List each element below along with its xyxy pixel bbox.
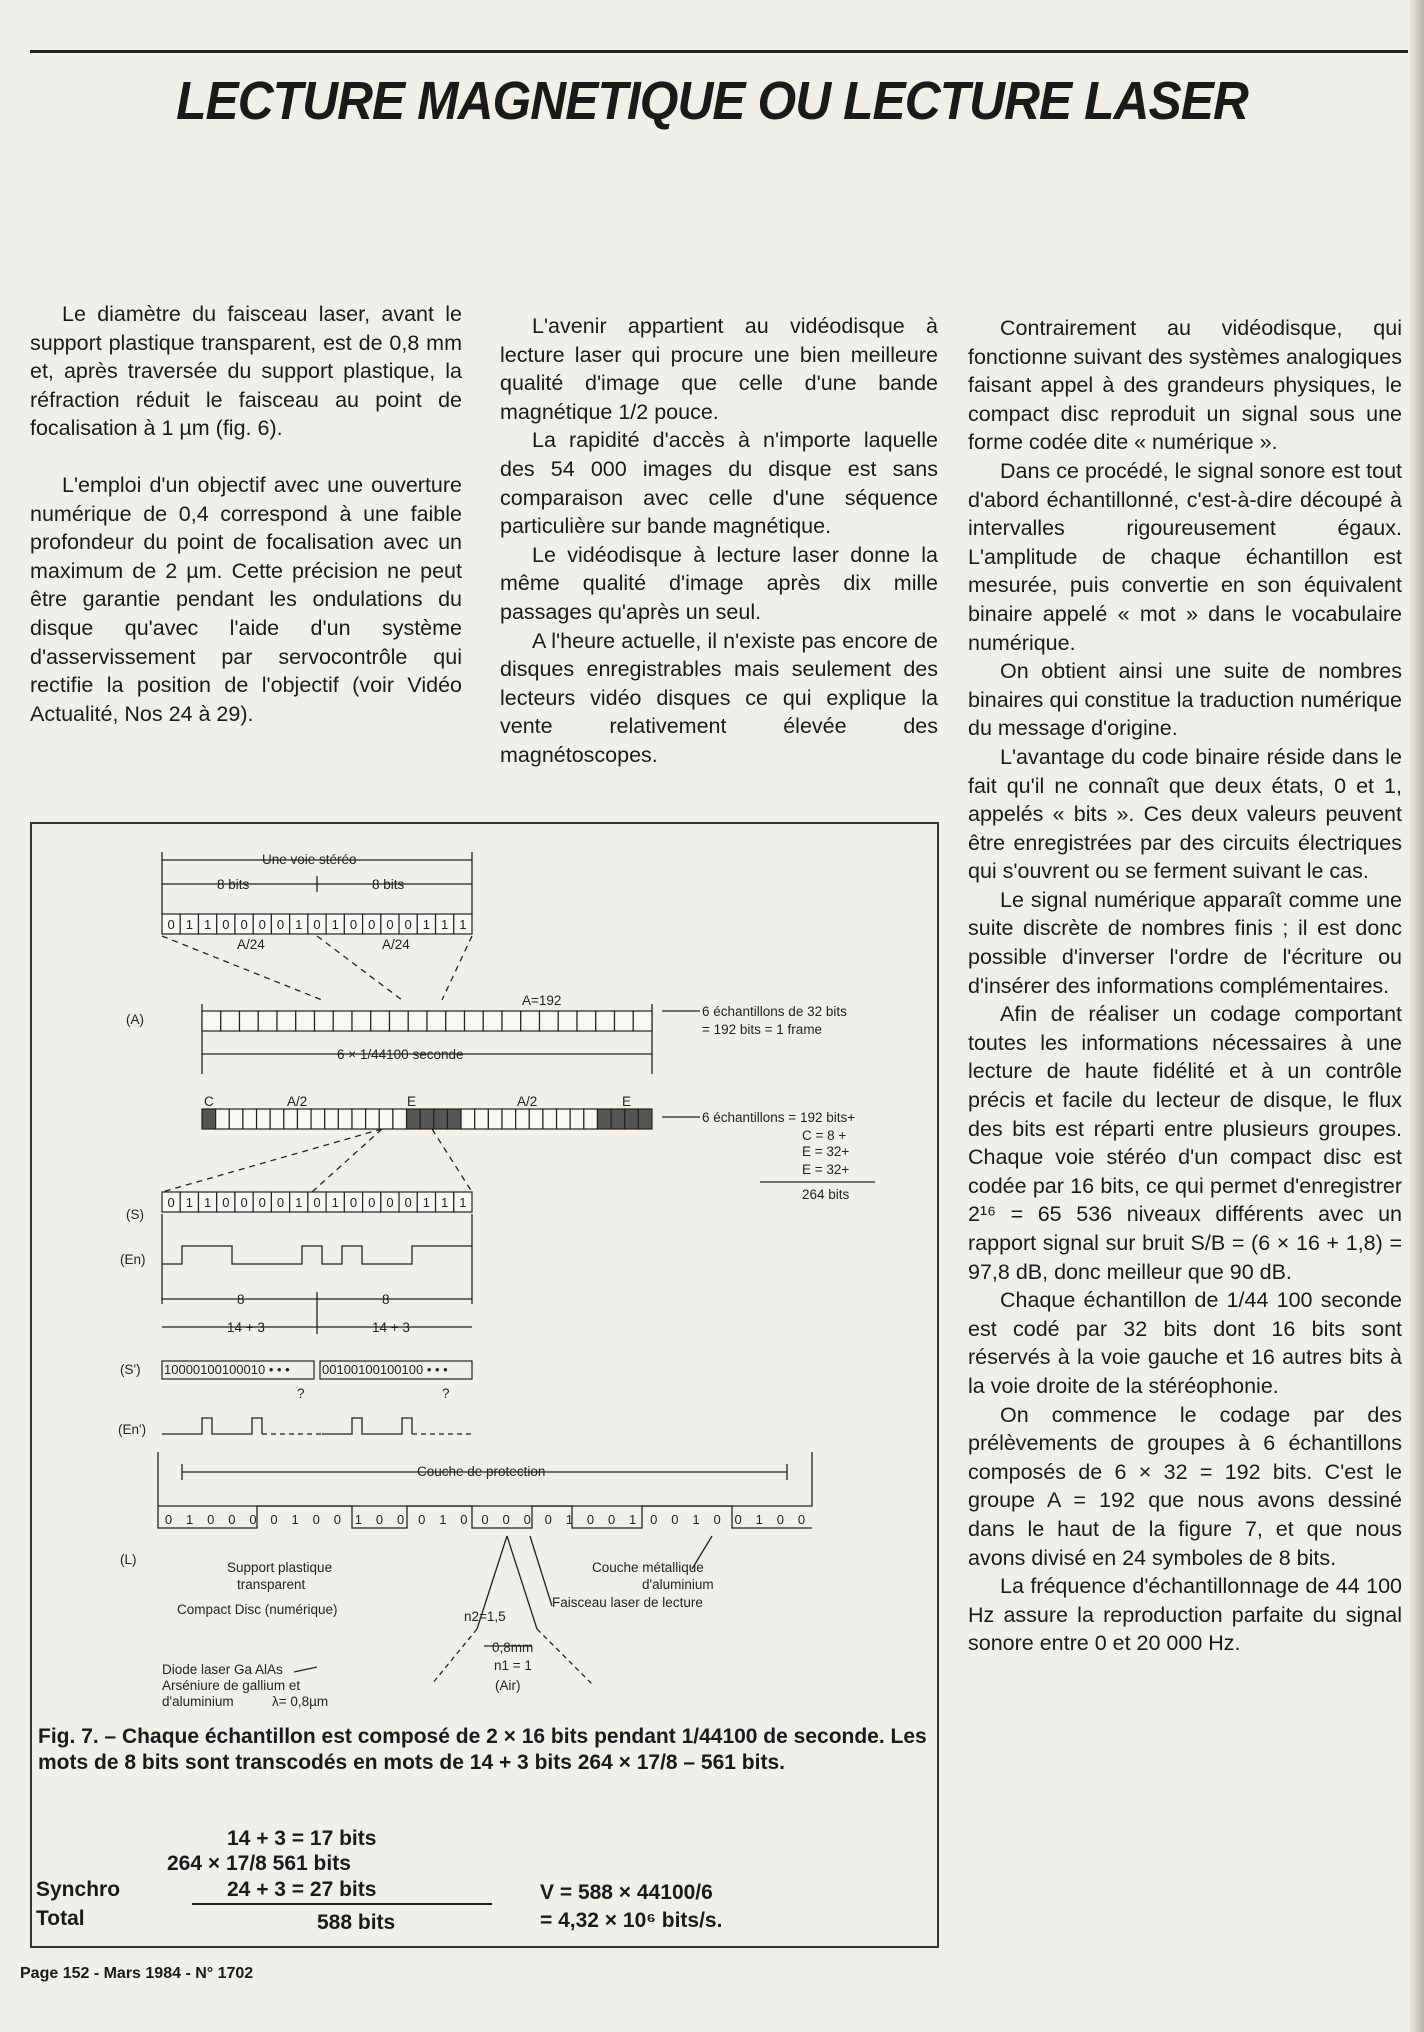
row-label-enp: (En') (118, 1422, 147, 1437)
frame-cell (284, 1109, 298, 1129)
a-cell (202, 1011, 221, 1031)
l-bit: 1 (755, 1512, 763, 1527)
calc-synchro: Synchro (36, 1878, 121, 1901)
column-2 (500, 312, 938, 770)
s-bit-cell-value: 1 (185, 1195, 193, 1210)
l-bit: 0 (713, 1512, 721, 1527)
a-cell (615, 1011, 634, 1031)
s-bit-cell-value: 0 (386, 1195, 394, 1210)
a-cell (390, 1011, 409, 1031)
a-cell (577, 1011, 596, 1031)
label-8bits: 8 bits (372, 877, 405, 892)
label-support1: Support plastique (227, 1560, 333, 1575)
l-bit: 0 (207, 1512, 215, 1527)
a-cell (483, 1011, 502, 1031)
top-rule (30, 50, 1408, 53)
a-cell (540, 1011, 559, 1031)
bit-cell-value: 1 (331, 917, 339, 932)
label-voie: Une voie stéréo (262, 852, 357, 867)
label-ech192: 6 échantillons = 192 bits+ (702, 1110, 856, 1125)
label-diode2: Arséniure de gallium et (162, 1678, 301, 1693)
label-a24: A/24 (382, 937, 410, 952)
frame-cell (229, 1109, 243, 1129)
frame-cell (393, 1109, 407, 1129)
label-a192: A=192 (522, 993, 562, 1008)
figure-calculation (32, 1799, 932, 1939)
frame-cell (366, 1109, 380, 1129)
frame-cell (311, 1109, 325, 1129)
frame-cell (379, 1109, 393, 1129)
calc-v2: = 4,32 × 10⁶ bits/s. (540, 1909, 723, 1932)
a-cell (277, 1011, 296, 1031)
label-metal2: d'aluminium (642, 1577, 714, 1592)
paragraph: Dans ce procédé, le signal sonore est tout d'abord échantillonné, c'est-à-dire découpé à intervalles rigoureusement égaux. L'amplitude de chaque échantillon est mesurée, puis convertie en son équivalent binaire appelé « mot » dans le vocabulaire numérique. (968, 458, 1402, 655)
s-bit-cell-value: 1 (441, 1195, 449, 1210)
label-c8: C = 8 + (802, 1128, 847, 1143)
page-edge-shadow (1410, 0, 1424, 2032)
s-bit-cell-value: 0 (276, 1195, 285, 1210)
paragraph: A l'heure actuelle, il n'existe pas encore de disques enregistrables mais seulement des lecteurs vidéo disques ce qui explique la vente relativement élevée des magnétoscopes. (500, 628, 938, 767)
bit-cell-value: 1 (295, 917, 303, 932)
bit-cell-value: 1 (185, 917, 193, 932)
page-footer: Page 152 - Mars 1984 - N° 1702 (20, 1965, 254, 1982)
label-8: 8 (382, 1292, 390, 1307)
label-q: ? (297, 1386, 305, 1401)
frame-cell (434, 1109, 448, 1129)
s-bit-cell-value: 1 (331, 1195, 339, 1210)
a-cell (296, 1011, 315, 1031)
frame-cell (597, 1109, 611, 1129)
frame-cell (488, 1109, 502, 1129)
l-bit: 0 (544, 1512, 552, 1527)
l-bit: 0 (375, 1512, 384, 1527)
frame-cell (352, 1109, 366, 1129)
frame-cell (638, 1109, 652, 1129)
label-e32: E = 32+ (802, 1144, 850, 1159)
label-compact: Compact Disc (numérique) (177, 1602, 338, 1617)
frame-cell (529, 1109, 543, 1129)
column-3 (968, 314, 1402, 1658)
label-q: ? (442, 1386, 450, 1401)
l-bit: 0 (164, 1512, 173, 1527)
label-diode3: d'aluminium (162, 1694, 234, 1709)
paragraph: Afin de réaliser un codage comportant toutes les informations nécessaires à une lecture de haute fidélité et à un contrôle précis et facile du lecteur de disque, le flux des bits est réparti entre plusieurs groupes. Chaque voie stéréo d'un compact disc est codée par 16 bits, ce qui permet d'enregistrer 2¹⁶ = 65 536 niveaux différents avec un rapport signal sur bruit S/B = (6 × 16 + 1,8) = 97,8 dB, donc meilleur que 90 dB. (968, 1002, 1402, 1284)
frame-cell (570, 1109, 584, 1129)
paragraph: Le diamètre du faisceau laser, avant le support plastique transparent, est de 0,8 mm et, après traversée du support plastique, la réfraction réduit le faisceau au point de focalisation à 1 µm (fig. 6). (30, 302, 462, 441)
l-bit: 1 (186, 1512, 194, 1527)
label-c: C (204, 1094, 214, 1109)
calc-line-4: 588 bits (317, 1911, 396, 1934)
a-cell (240, 1011, 259, 1031)
s-bit-cell-value: 0 (349, 1195, 358, 1210)
a-cell (221, 1011, 240, 1031)
bit-cell-value: 1 (422, 917, 431, 932)
l-bit: 0 (797, 1512, 806, 1527)
frame-cell (216, 1109, 230, 1129)
row-label-l: (L) (120, 1552, 137, 1567)
bit-cell-value: 0 (313, 917, 321, 932)
l-bit: 0 (270, 1512, 278, 1527)
label-a24: A/24 (237, 937, 265, 952)
l-bit: 0 (333, 1512, 341, 1527)
l-bit: 0 (502, 1512, 510, 1527)
label-ech32: 6 échantillons de 32 bits (702, 1004, 847, 1019)
label-lambda: λ= 0,8µm (272, 1694, 329, 1709)
s-bit-cell-value: 0 (368, 1195, 376, 1210)
calc-rule (192, 1903, 492, 1905)
l-bit: 0 (249, 1512, 257, 1527)
l-bit: 1 (354, 1512, 363, 1527)
s-bit-cell-value: 1 (203, 1195, 212, 1210)
l-bit: 0 (776, 1512, 784, 1527)
a-cell (371, 1011, 390, 1031)
frame-cell (625, 1109, 639, 1129)
paragraph: On commence le codage par des prélèvements de groupes à 6 échantillons composés de 6 × 32 = 192 bits. C'est le groupe A = 192 que nous avons dessiné dans le haut de la figure 7, et que nous avons divisé en 24 symboles de 8 bits. (968, 1402, 1402, 1570)
page-title: LECTURE MAGNETIQUE OU LECTURE LASER (176, 71, 1248, 131)
label-264: 264 bits (802, 1187, 850, 1202)
a-cell (596, 1011, 615, 1031)
frame-cell (270, 1109, 284, 1129)
s-bit-cell-value: 0 (222, 1195, 230, 1210)
s-bit-cell-value: 0 (167, 1195, 175, 1210)
bit-cell-value: 0 (240, 917, 248, 932)
frame-cell (461, 1109, 475, 1129)
figure-7-diagram (32, 824, 937, 1724)
a-cell (315, 1011, 334, 1031)
paragraph: La rapidité d'accès à n'importe laquelle des 54 000 images du disque est sans comparaison avec celle d'une séquence particulière sur bande magnétique. (500, 428, 938, 539)
frame-cell (257, 1109, 271, 1129)
s-bit-cell-value: 0 (404, 1195, 412, 1210)
bit-cell-value: 0 (349, 917, 358, 932)
frame-cell (543, 1109, 557, 1129)
a-cell (502, 1011, 521, 1031)
frame-cell (338, 1109, 352, 1129)
paragraph: On obtient ainsi une suite de nombres binaires qui constitue la traduction numérique du message d'origine. (968, 659, 1402, 741)
seq-2: 00100100100100 • • • (322, 1362, 448, 1377)
frame-cell (516, 1109, 530, 1129)
l-bit: 0 (312, 1512, 320, 1527)
l-bit: 0 (228, 1512, 236, 1527)
label-metal1: Couche métallique (592, 1560, 704, 1575)
column-1 (30, 300, 462, 728)
frame-cell (297, 1109, 311, 1129)
label-n2: n2=1,5 (464, 1609, 506, 1624)
a-cell (558, 1011, 577, 1031)
s-bit-cell-value: 0 (240, 1195, 248, 1210)
label-e: E (407, 1094, 417, 1109)
bit-cell-value: 1 (459, 917, 467, 932)
bit-cell-value: 0 (258, 917, 266, 932)
s-bit-cell-value: 1 (295, 1195, 303, 1210)
s-bit-cell-value: 0 (258, 1195, 266, 1210)
frame-cell (557, 1109, 571, 1129)
frame-cell (325, 1109, 339, 1129)
frame-cell (447, 1109, 461, 1129)
l-bit: 0 (523, 1512, 531, 1527)
figure-caption: Fig. 7. – Chaque échantillon est composé de 2 × 16 bits pendant 1/44100 de seconde. Les mots de 8 bits sont transcodés en mots de 14 + 3 bits 264 × 17/8 – 561 bits. (38, 1725, 927, 1774)
label-diode1: Diode laser Ga AlAs (162, 1662, 283, 1677)
label-mm: 0,8mm (492, 1640, 534, 1655)
label-support2: transparent (237, 1577, 306, 1592)
label-a2: A/2 (287, 1094, 308, 1109)
label-8bits: 8 bits (217, 877, 250, 892)
frame-cell (502, 1109, 516, 1129)
frame-cell (475, 1109, 489, 1129)
frame-cell (611, 1109, 625, 1129)
a-cell (408, 1011, 427, 1031)
a-cell (465, 1011, 484, 1031)
bit-cell-value: 0 (167, 917, 175, 932)
calc-line-1: 14 + 3 = 17 bits (227, 1827, 377, 1850)
l-bit: 1 (629, 1512, 637, 1527)
frame-cell (243, 1109, 257, 1129)
label-14-3: 14 + 3 (372, 1320, 410, 1335)
bit-cell-value: 0 (404, 917, 412, 932)
paragraph: L'avantage du code binaire réside dans le fait qu'il ne connaît que deux états, 0 et 1, appelés « bits ». Ces deux valeurs peuvent être enregistrées par des circuits électriques qui s'ouvrent ou se ferment suivant le cas. (968, 744, 1402, 884)
l-bit: 1 (692, 1512, 700, 1527)
s-bit-cell-value: 0 (313, 1195, 321, 1210)
bit-cell-value: 0 (368, 917, 376, 932)
bit-cell-value: 1 (441, 917, 449, 932)
frame-cell (407, 1109, 421, 1129)
s-bit-cell-value: 1 (459, 1195, 467, 1210)
seq-1: 10000100100010 • • • (164, 1362, 290, 1377)
a-cell (352, 1011, 371, 1031)
label-faisceau: Faisceau laser de lecture (552, 1595, 703, 1610)
label-a2: A/2 (517, 1094, 538, 1109)
label-14-3: 14 + 3 (227, 1320, 265, 1335)
frame-cell (202, 1109, 216, 1129)
bit-cell-value: 0 (276, 917, 285, 932)
l-bit: 0 (418, 1512, 426, 1527)
a-cell (633, 1011, 652, 1031)
a-cell (258, 1011, 277, 1031)
bit-cell-value: 0 (386, 917, 394, 932)
a-cell (427, 1011, 446, 1031)
l-bit: 0 (607, 1512, 616, 1527)
paragraph: L'emploi d'un objectif avec une ouverture numérique de 0,4 correspond à une faible profondeur du point de focalisation avec un maximum de 2 µm. Cette précision ne peut être garantie pendant les ondulations du disque qu'avec l'aide d'un système d'asservissement par servocontrôle qui rectifie la position de l'objectif (voir Vidéo Actualité, Nos 24 à 29). (30, 472, 462, 726)
paragraph: Le signal numérique apparaît comme une suite discrète de nombres finis ; il est donc possible d'inverser l'ordre de l'écriture ou d'insérer des informations complémentaires. (968, 887, 1402, 998)
label-couche: Couche de protection (417, 1464, 546, 1479)
frame-cell (584, 1109, 598, 1129)
l-bit: 0 (481, 1512, 489, 1527)
bit-cell-value: 0 (222, 917, 230, 932)
l-bit: 0 (460, 1512, 468, 1527)
row-label-en: (En) (120, 1252, 146, 1267)
l-bit: 1 (439, 1512, 447, 1527)
a-cell (446, 1011, 465, 1031)
paragraph: Contrairement au vidéodisque, qui fonctionne suivant des systèmes analogiques faisant appel à des grandeurs physiques, le compact disc reproduit un signal sous une forme codée dite « numérique ». (968, 316, 1402, 455)
a-cell (521, 1011, 540, 1031)
label-n1: n1 = 1 (494, 1658, 532, 1673)
calc-line-2: 264 × 17/8 561 bits (167, 1852, 351, 1875)
label-frame: = 192 bits = 1 frame (702, 1022, 823, 1037)
l-bit: 0 (734, 1512, 742, 1527)
s-bit-cell-value: 1 (422, 1195, 431, 1210)
l-bit: 0 (396, 1512, 405, 1527)
paragraph: Le vidéodisque à lecture laser donne la même qualité d'image après dix mille passages qu'après un seul. (500, 542, 938, 624)
row-label-s: (S) (126, 1207, 144, 1222)
label-e: E (622, 1094, 632, 1109)
l-bit: 0 (650, 1512, 658, 1527)
paragraph: La fréquence d'échantillonnage de 44 100 Hz assure la reproduction parfaite du signal sonore entre 0 et 20 000 Hz. (968, 1574, 1402, 1656)
calc-v1: V = 588 × 44100/6 (540, 1881, 713, 1904)
bit-cell-value: 1 (203, 917, 212, 932)
figure-7 (30, 822, 939, 1948)
label-e32b: E = 32+ (802, 1162, 850, 1177)
row-label-sp: (S') (120, 1362, 141, 1377)
row-label-a: (A) (126, 1012, 144, 1027)
l-bit: 1 (565, 1512, 574, 1527)
frame-cell (420, 1109, 434, 1129)
l-bit: 0 (586, 1512, 595, 1527)
label-8: 8 (237, 1292, 245, 1307)
l-bit: 0 (671, 1512, 679, 1527)
a-cell (333, 1011, 352, 1031)
paragraph: Chaque échantillon de 1/44 100 seconde est codé par 32 bits dont 16 bits sont réservés à la voie gauche et 16 autres bits à la voie droite de la stéréophonie. (968, 1288, 1402, 1398)
l-bit: 1 (291, 1512, 299, 1527)
calc-line-3: 24 + 3 = 27 bits (227, 1878, 377, 1901)
paragraph: L'avenir appartient au vidéodisque à lecture laser qui procure une bien meilleure qualité d'image que celle d'une bande magnétique 1/2 pouce. (500, 314, 938, 424)
label-sec: 6 × 1/44100 seconde (337, 1047, 464, 1062)
calc-total: Total (36, 1907, 85, 1930)
label-air: (Air) (495, 1678, 521, 1693)
